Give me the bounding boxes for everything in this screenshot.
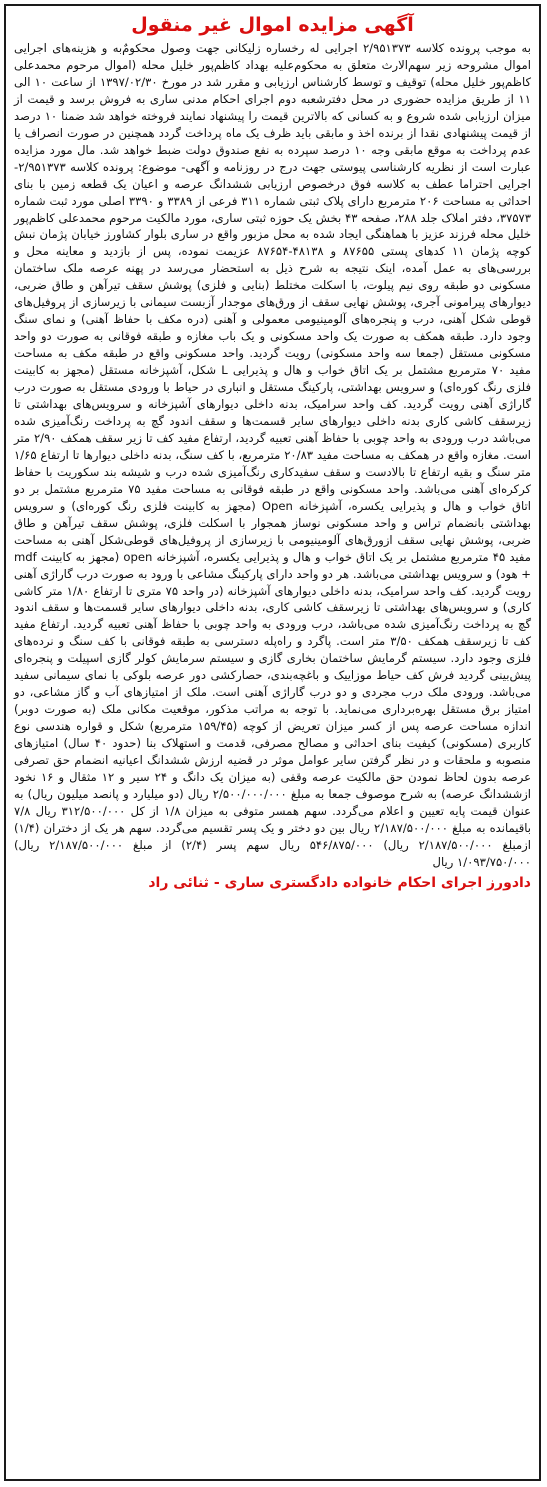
notice-body — [6, 40, 539, 871]
notice-signature: دادورز اجرای احکام خانواده دادگستری ساری - ثنائی راد — [148, 874, 531, 891]
notice-body-text: به موجب پرونده کلاسه ۲/۹۵۱۳۷۳ اجرایی له رخساره زلیکانی جهت وصول محکومٌ‌به و هزینه‌های اجرایی اموال مشروحه زیر سهم‌الارث متعلق به محکوم‌علیه بهداد کاظم‌پور خلیل محله (اموال مرحوم محمدعلی کاظم‌پور خلیل محله) توقیف و توسط کارشناس ارزیابی و مقرر شد در مورخ ۱۳۹۷/۰۲/۳۰ از ساعت ۱۰ الی ۱۱ از طریق مزایده حضوری در محل دفترشعبه دوم اجرای احکام مدنی ساری به فروش برسد و قیمت از میزان ارزیابی شده شروع و به کسانی که بالاترین قیمت را پیشنهاد نمایند فروخته خواهد شد ضمنا ۱۰ درصد از قیمت پیشنهادی نقدا از برنده اخذ و مابقی باید ظرف یک ماه پرداخت گردد همچنین در صورت انصراف یا عدم پرداخت به موقع مابقی وجه ۱۰ درصد سپرده به نفع صندوق دولت ضبط خواهد شد. مال مورد مزایده عبارت است از نظریه کارشناسی پیوستی جهت درج در روزنامه و آگهی- موضوع: پرونده کلاسه ۲/۹۵۱۳۷۳- اجرایی احتراما عطف به کلاسه فوق درخصوص ارزیابی ششدانگ عرصه و اعیان یک قطعه زمین با بنای احداثی به مساحت ۲۰۶ مترمربع دارای پلاک ثبتی شماره ۳۱۱ فرعی از ۳۳۸۹ و ۳۳۹۰ اصلی مورد ثبت شماره ۳۷۵۷۳، دفتر املاک جلد ۲۸۸، صفحه ۴۳ بخش یک حوزه ثبتی ساری، مورد مالکیت مرحوم محمدعلی کاظم‌پور خلیل محله فرزند عزیز با هماهنگی ایجاد شده به محل مزبور واقع در ساری بلوار کشاورز خیابان پژمان نبش کوچه پژمان ۱۱ کدهای پستی ۸۷۶۵۵ و ۴۸۱۳۸-۸۷۶۵۴ عزیمت نموده، پس از بازدید و معاینه محل و بررسی‌های به عمل آمده، اینک نتیجه به شرح ذیل به استحضار می‌رسد در پهنه عرصه ملک ساختمان مسکونی دو طبقه روی نیم پیلوت، با اسکلت مختلط (بنایی و فلزی) پوشش سقف تیرآهن و طاق ضربی، دیوارهای پیرامونی آجری، پوشش نهایی سقف از ورق‌های موجدار آزبست سیمانی با زیرسازی از پروفیل‌های قوطی شکل آهنی، درب و پنجره‌های آلومینیومی معمولی و آهنی (دره مکف با حفاظ آهنی) و نمای سنگ وجود دارد. طبقه همکف به صورت یک واحد مسکونی و یک باب مغازه و طبقه فوقانی به صورت دو واحد مسکونی مستقل (جمعا سه واحد مسکونی) رویت گردید. واحد مسکونی واقع در طبقه مکف به مساحت مفید ۷۰ مترمربع مشتمل بر یک اتاق خواب و هال و پذیرایی L شکل، آشپزخانه مستقل (مجهز به کابینت فلزی رنگ کوره‌ای) و سرویس بهداشتی، پارکینگ مستقل و انباری در حیاط با ورودی مستقل به صورت درب گاراژی آهنی رویت گردید. کف واحد سرامیک، بدنه داخلی دیوارهای آشپزخانه و سرویس‌های بهداشتی تا زیرسقف کاشی کاری بدنه داخلی دیوارهای سایر قسمت‌ها و سقف اندود گچ به پرداخت رنگ‌آمیزی شده می‌باشد درب ورودی به واحد چوبی با حفاظ آهنی تعبیه گردید، ارتفاع مفید کف تا زیر سقف همکف ۲/۹۰ متر است. مغازه واقع در همکف به مساحت مفید ۲۰/۸۳ مترمربع، با کف سنگ، بدنه داخلی دیوارها تا ارتفاع ۱/۶۵ متر سنگ و بقیه ارتفاع تا بالادست و سقف سفیدکاری رنگ‌آمیزی شده درب و شیشه بند سکوریت با حفاظ کرکره‌ای آهنی می‌باشد. واحد مسکونی واقع در طبقه فوقانی به مساحت مفید ۷۵ مترمربع مشتمل بر دو اتاق خواب و هال و پذیرایی یکسره، آشپزخانه Open (مجهز به کابینت فلزی رنگ کوره‌ای) و سرویس بهداشتی بانضمام تراس و واحد مسکونی نوساز همجوار با اسکلت فلزی، پوشش سقف تیرآهن و طاق ضربی، پوشش نهایی سقف ازورق‌های آلومینیومی با زیرسازی از پروفیل‌های قوطی‌شکل آهنی به مساحت مفید ۴۵ مترمربع مشتمل بر یک اتاق خواب و هال و پذیرایی یکسره، آشپزخانه open (مجهز به کابینت mdf + هود) و سرویس بهداشتی می‌باشد. هر دو واحد دارای پارکینگ مشاعی با ورود به صورت درب گاراژی آهنی رویت گردید. کف واحد سرامیک، بدنه داخلی دیوارهای آشپزخانه (در واحد ۷۵ متری تا ارتفاع ۱/۸۰ متر کاشی کاری) و سرویس‌های بهداشتی تا زیرسقف کاشی کاری، بدنه داخلی دیوارهای سایر قسمت‌ها و سقف اندود گچ به پرداخت رنگ‌آمیزی شده می‌باشد، درب ورودی به واحد چوبی با حفاظ آهنی تعبیه گردید. ارتفاع مفید کف تا زیرسقف همکف ۳/۵۰ متر است. پاگرد و راه‌پله دسترسی به طبقه فوقانی با کف سنگ و نرده‌های فلزی وجود دارد. سیستم گرمایش ساختمان بخاری گازی و سیستم سرمایش کولر گازی اسپیلت و پنجره‌ای پیش‌بینی گردید فرش کف حیاط موزاییک و باغچه‌بندی، حصارکشی دور عرصه بلوکی با نمای سیمانی سفید می‌باشد. ورودی ملک درب مجردی و دو درب گاراژی آهنی است. ملک از امتیازهای آب و گاز مشاعی، دو امتیاز برق مستقل بهره‌برداری می‌نماید. با توجه به مراتب مذکور، موقعیت مکانی ملک (به صورت دوبر) اندازه مساحت عرصه پس از کسر میزان تعریض از کوچه (۱۵۹/۴۵ مترمربع) شکل و قواره هندسی نوع کاربری (مسکونی) کیفیت بنای احداثی و مصالح مصرفی، قدمت و استهلاک بنا (حدود ۴۰ سال) امتیازهای منصوبه و ملحقات و در نظر گرفتن سایر عوامل موثر در قضیه ارزش ششدانگ اعیانیه انضمام حق تصرفی عرصه بدون لحاظ نمودن حق مالکیت عرصه وقفی (به میزان یک دانگ و ۲۴ سیر و ۱۲ مثقال و ۱۶ نخود ازششدانگ عرصه) به شرح موصوف جمعا به مبلغ ۲/۵۰۰/۰۰۰/۰۰۰ ریال (دو میلیارد و پانصد میلیون ریال) به عنوان قیمت پایه تعیین و اعلام می‌گردد. سهم همسر متوفی به میزان ۱/۸ از کل ۳۱۲/۵۰۰/۰۰۰ ریال ۷/۸ باقیمانده به مبلغ ۲/۱۸۷/۵۰۰/۰۰۰ ریال بین دو دختر و یک پسر تقسیم می‌گردد. سهم هر یک از دختران (۱/۴) ازمبلغ ۲/۱۸۷/۵۰۰/۰۰۰ ریال) ۵۴۶/۸۷۵/۰۰۰ ریال سهم پسر (۲/۴) از مبلغ ۲/۱۸۷/۵۰۰/۰۰۰ ریال) ۱/۰۹۳/۷۵۰/۰۰۰ ریال — [14, 41, 532, 869]
notice-frame — [4, 4, 541, 1481]
notice-title: آگهی مزایده اموال غیر منقول — [131, 14, 414, 36]
